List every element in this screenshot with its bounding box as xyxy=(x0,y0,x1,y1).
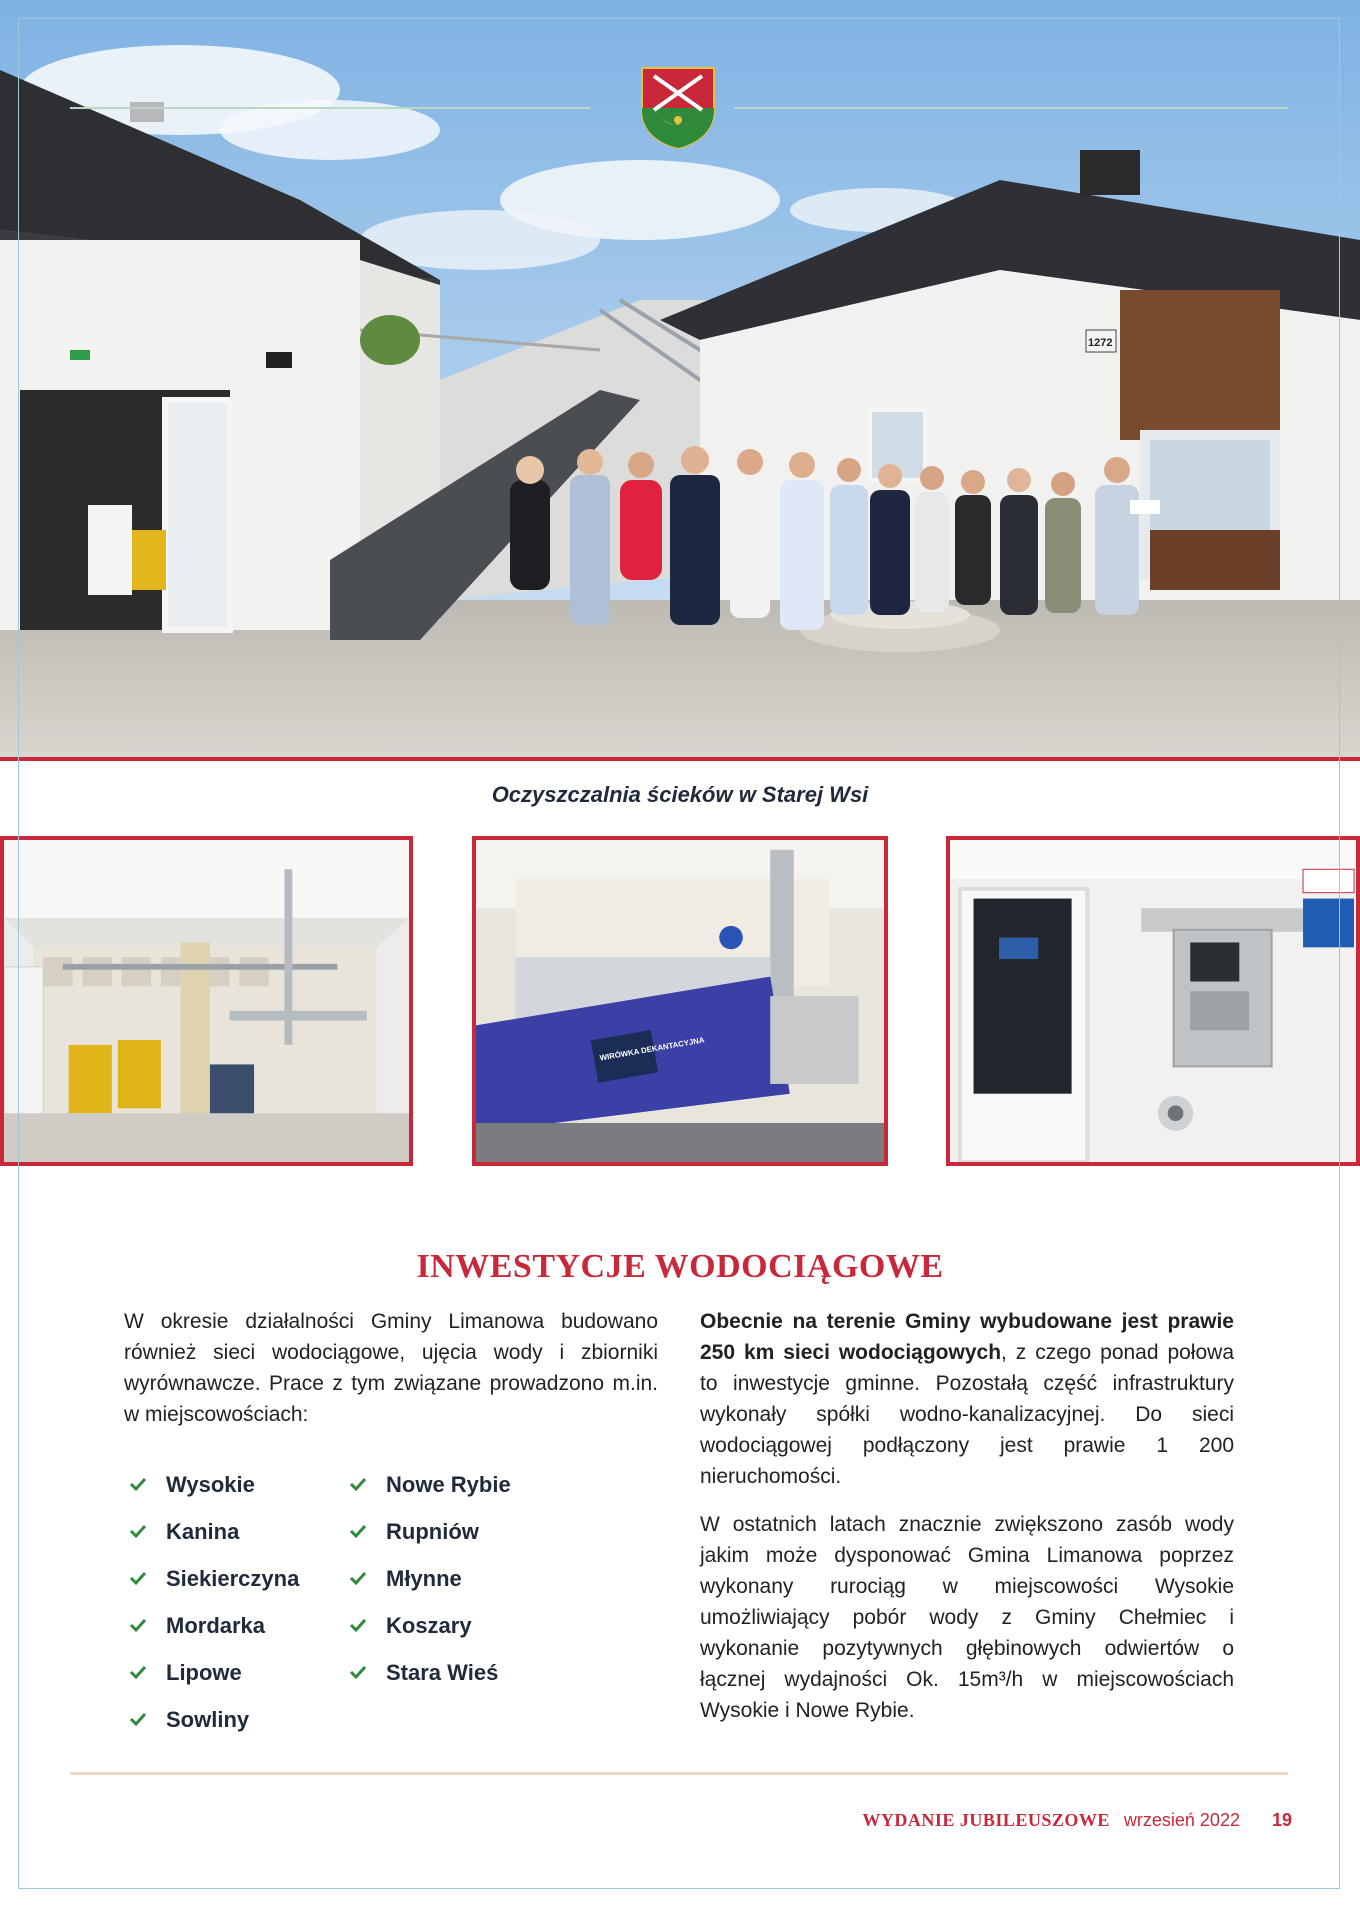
checkmark-icon xyxy=(348,1568,382,1590)
section-heading: INWESTYCJE WODOCIĄGOWE xyxy=(416,1248,944,1285)
photo-pump-room xyxy=(0,836,413,1166)
list-item xyxy=(128,1555,299,1602)
header-rule-right xyxy=(734,107,1288,109)
location-label: Nowe Rybie xyxy=(386,1471,511,1497)
photo-decanter-centrifuge xyxy=(472,836,888,1166)
checkmark-icon xyxy=(128,1615,162,1637)
left-column xyxy=(124,1306,658,1430)
edition-label: WYDANIE JUBILEUSZOWE xyxy=(862,1810,1110,1830)
right-column xyxy=(700,1306,1234,1743)
footer-rule xyxy=(70,1772,1288,1775)
list-item xyxy=(128,1696,299,1743)
checkmark-icon xyxy=(348,1615,382,1637)
location-label: Siekierczyna xyxy=(166,1565,300,1591)
machine-label: WIRÓWKA DEKANTACYJNA xyxy=(599,1035,706,1063)
location-label: Młynne xyxy=(386,1565,462,1591)
locations-list-1 xyxy=(128,1461,299,1743)
water-supply-paragraph: W ostatnich latach znacznie zwiększono zasób wody jakim może dysponować Gmina Limanowa poprzez wykonany rurociąg w miejscowości Wysokie umożliwiający pobór wody z Gminy Chełmiec i wykonanie pozytywnych głębinowych odwiertów o łącznej wydajności Ok. 15m³/h w miejscowościach Wysokie i Nowe Rybie. xyxy=(700,1513,1234,1722)
list-item xyxy=(348,1649,511,1696)
location-label: Lipowe xyxy=(166,1659,242,1685)
header-rule-left xyxy=(70,107,590,109)
location-label: Mordarka xyxy=(166,1612,266,1638)
checkmark-icon xyxy=(128,1662,162,1684)
list-item xyxy=(128,1649,299,1696)
building-number: 1272 xyxy=(1088,337,1113,349)
checkmark-icon xyxy=(348,1662,382,1684)
location-label: Kanina xyxy=(166,1518,240,1544)
list-item xyxy=(128,1508,299,1555)
list-item xyxy=(128,1602,299,1649)
checkmark-icon xyxy=(128,1521,162,1543)
checkmark-icon xyxy=(348,1474,382,1496)
hero-caption: Oczyszczalnia ścieków w Starej Wsi xyxy=(491,782,869,807)
page-number: 19 xyxy=(1271,1810,1292,1830)
location-label: Sowliny xyxy=(166,1706,250,1732)
checkmark-icon xyxy=(128,1474,162,1496)
location-label: Koszary xyxy=(386,1612,472,1638)
list-item xyxy=(348,1602,511,1649)
list-item xyxy=(348,1461,511,1508)
photo-control-panel xyxy=(946,836,1360,1166)
network-paragraph xyxy=(700,1306,1234,1492)
network-lead-text: Obecnie na terenie Gminy wybudowane jest prawie 250 km sieci wodociągowych xyxy=(700,1310,1234,1364)
list-item xyxy=(128,1461,299,1508)
coat-of-arms-logo xyxy=(640,66,716,150)
checkmark-icon xyxy=(128,1709,162,1731)
list-item xyxy=(348,1555,511,1602)
hero-divider xyxy=(0,757,1360,761)
location-label: Wysokie xyxy=(166,1471,255,1497)
checkmark-icon xyxy=(128,1568,162,1590)
issue-date: wrzesień 2022 xyxy=(1123,1810,1240,1830)
intro-paragraph: W okresie działalności Gminy Limanowa budowano również sieci wodociągowe, ujęcia wody i zbiorniki wyrównawcze. Prace z tym związane prowadzono m.in. w miejscowościach: xyxy=(124,1310,658,1426)
page-footer xyxy=(862,1810,1292,1831)
list-item xyxy=(348,1508,511,1555)
locations-list-2 xyxy=(348,1461,511,1696)
network-rest-text: , z czego ponad połowa to inwestycje gminne. Pozostałą część infrastruktury wykonały spółki wodno-kanalizacyjnej. Do sieci wodociągowej podłączony jest prawie 1 200 nieruchomości. xyxy=(700,1341,1234,1488)
location-label: Stara Wieś xyxy=(386,1659,499,1685)
checkmark-icon xyxy=(348,1521,382,1543)
location-label: Rupniów xyxy=(386,1518,479,1544)
